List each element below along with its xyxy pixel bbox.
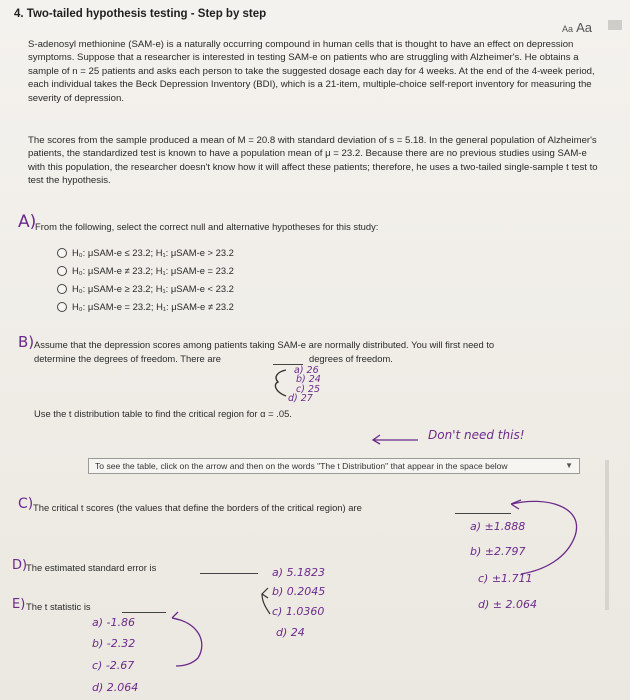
t-choice-b: b) -2.32 (92, 637, 136, 650)
critical-choice-a: a) ±1.888 (470, 520, 526, 533)
hypothesis-option-4[interactable] (57, 301, 234, 312)
radio-button[interactable] (57, 266, 67, 276)
t-choice-c: c) -2.67 (92, 659, 135, 672)
intro-paragraph-2: The scores from the sample produced a mean of M = 20.8 with standard deviation of s = 5.18. In the general population of Alzheimer's patients, the standardized test is known to have a population mean of μ = 23.2. Because there are no previous studies using SAM-e with this population, the researcher doesn't know how it will affect these patients; therefore, he uses a two-tailed single-sample t test to test the hypothesis. (28, 135, 598, 187)
radio-button[interactable] (57, 284, 67, 294)
t-choice-a: a) -1.86 (92, 616, 135, 629)
option-label: H₀: μSAM-e ≥ 23.2; H₁: μSAM-e < 23.2 (72, 283, 234, 294)
part-b-line-2b: degrees of freedom. (309, 353, 393, 364)
part-d-marker: D) (12, 558, 28, 573)
part-b-marker: B) (18, 333, 35, 351)
se-choice-b: b) 0.2045 (272, 585, 326, 598)
df-choice-a: a) 26 (294, 365, 319, 376)
se-choice-a: a) 5.1823 (272, 566, 326, 579)
part-e-marker: E) (12, 597, 26, 612)
table-bar-label: To see the table, click on the arrow and then on the words "The t Distribution" that appear in the space below (95, 461, 508, 471)
font-small-button[interactable]: Aa (562, 24, 574, 34)
t-choice-d: d) 2.064 (92, 681, 139, 694)
radio-button[interactable] (57, 302, 67, 312)
df-choice-d: d) 27 (288, 393, 313, 404)
t-distribution-table-bar[interactable] (88, 458, 580, 474)
bracket-arrow-icon (258, 586, 274, 616)
part-c-marker: C) (18, 496, 34, 512)
critical-choice-b: b) ±2.797 (470, 545, 526, 558)
page-title: 4. Two-tailed hypothesis testing - Step by step (14, 8, 267, 20)
option-label: H₀: μSAM-e ≤ 23.2; H₁: μSAM-e > 23.2 (72, 247, 234, 258)
font-size-controls[interactable] (562, 20, 592, 35)
curve-arrow-icon (168, 608, 218, 668)
part-d-prompt: The estimated standard error is (26, 562, 157, 573)
intro-paragraph-1: S-adenosyl methionine (SAM-e) is a naturally occurring compound in human cells that is thought to have an effect on depression symptoms. Suppose that a researcher is interested in testing SAM-e on patients who are struggling with Alzheimer's. He obtains a sample of n = 25 patients and asks each person to take the suggested dosage each day for 4 weeks. At the end of the 4-week period, each individual takes the Beck Depression Inventory (BDI), which is a 21-item, multiple-choice self-report inventory for measuring the severity of depression. (28, 39, 595, 104)
part-b-line-2a: determine the degrees of freedom. There are (34, 353, 221, 364)
dropdown-arrow-icon[interactable]: ▼ (565, 461, 573, 470)
hypothesis-option-2[interactable] (57, 265, 234, 276)
se-choice-d: d) 24 (276, 626, 305, 639)
df-choice-c: c) 25 (296, 384, 321, 395)
option-label: H₀: μSAM-e ≠ 23.2; H₁: μSAM-e = 23.2 (72, 265, 234, 276)
part-b-line-3: Use the t distribution table to find the critical region for α = .05. (34, 408, 292, 419)
font-size-indicator (608, 20, 622, 30)
part-c-prompt: The critical t scores (the values that define the borders of the critical region) are (33, 502, 362, 513)
critical-choice-c: c) ±1.711 (478, 572, 533, 585)
se-choice-c: c) 1.0360 (272, 605, 325, 618)
part-b-line-1: Assume that the depression scores among patients taking SAM-e are normally distributed. You will first need to (34, 339, 495, 350)
df-answer-blank[interactable] (273, 352, 303, 365)
df-choice-b: b) 24 (296, 374, 321, 385)
part-e-prompt: The t statistic is (26, 601, 91, 612)
scrollbar[interactable] (605, 460, 609, 610)
t-statistic-blank[interactable] (122, 601, 166, 613)
critical-choice-d: d) ± 2.064 (478, 598, 537, 611)
part-a-marker: A) (18, 212, 37, 232)
hypothesis-option-3[interactable] (57, 283, 234, 294)
radio-button[interactable] (57, 248, 67, 258)
handwritten-note: Don't need this! (428, 428, 525, 442)
option-label: H₀: μSAM-e = 23.2; H₁: μSAM-e ≠ 23.2 (72, 301, 234, 312)
hypothesis-option-1[interactable] (57, 247, 234, 258)
standard-error-blank[interactable] (200, 562, 258, 574)
critical-t-blank[interactable] (455, 502, 511, 514)
part-a-prompt: From the following, select the correct null and alternative hypotheses for this study: (35, 221, 379, 232)
arrow-icon (370, 432, 420, 446)
font-large-button[interactable]: Aa (576, 20, 592, 35)
